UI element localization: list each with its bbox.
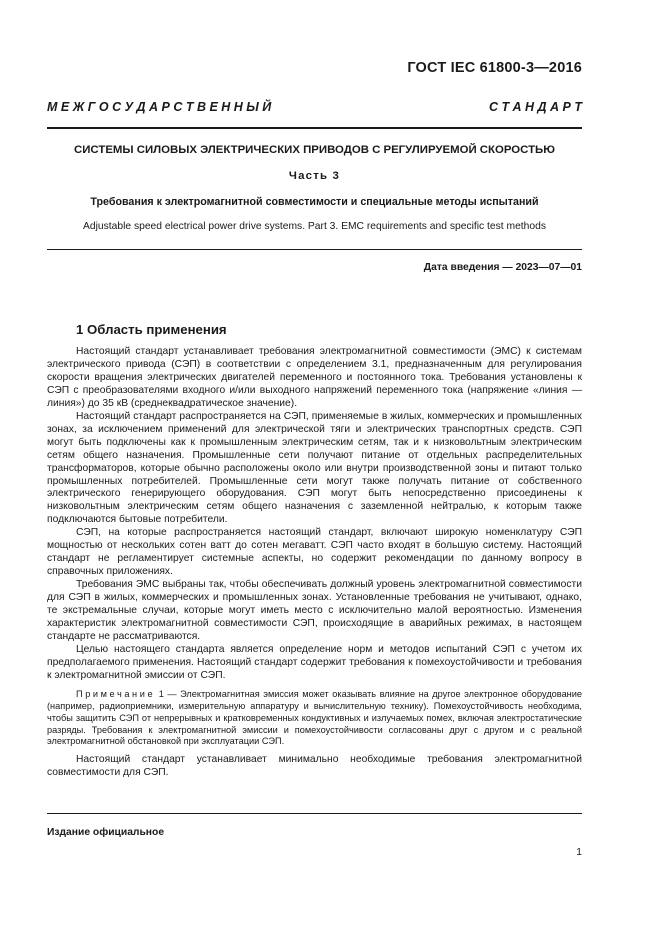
document-subtitle: Требования к электромагнитной совместимости и специальные методы испытаний	[90, 196, 539, 208]
note-label: Примечание	[76, 688, 156, 699]
introduction-date: Дата введения — 2023—07—01	[423, 262, 582, 273]
paragraph-3: СЭП, на которые распространяется настоящий стандарт, включают широкую номенклатуру СЭП мощностью от нескольких сотен ватт до сотен мегаватт. СЭП часто входят в большую систему. Настоящий стандарт не регламентирует системные аспекты, но содержит рекомендации по данному вопросу в справочных приложениях.	[47, 527, 582, 578]
paragraph-2: Настоящий стандарт распространяется на СЭП, применяемые в жилых, коммерческих и промышленных зонах, за исключением применений для электрической тяги и электрических транспортных средств. СЭП могут быть подключены как к промышленным электрическим сетям, так и к низковольтным электрическим сетям общего назначения. Промышленные сети получают питание от отдельных распределительных трансформаторов, которые обычно расположены около или внутри производственной зоны и питают только промышленных потребителей. Промышленные сети могут также получать питание от собственного электрического генерирующего оборудования. СЭП могут быть непосредственно присоединены к низковольтным электрическим сетям общего назначения с заземленной нейтралью, к которым также подключаются бытовые потребители.	[47, 410, 582, 526]
gost-number: ГОСТ IEC 61800-3—2016	[407, 60, 582, 76]
page-number: 1	[576, 847, 582, 858]
banner-interstate: М Е Ж Г О С У Д А Р С Т В Е Н Н Ы Й	[47, 100, 272, 114]
footer-rule	[47, 813, 582, 814]
edition-label: Издание официальное	[47, 827, 165, 838]
document-title: СИСТЕМЫ СИЛОВЫХ ЭЛЕКТРИЧЕСКИХ ПРИВОДОВ С РЕГУЛИРУЕМОЙ СКОРОСТЬЮ	[74, 144, 555, 156]
note-1	[47, 689, 582, 749]
paragraph-final: Настоящий стандарт устанавливает минимально необходимые требования электромагнитной совместимости для СЭП.	[47, 754, 582, 779]
title-rule	[47, 249, 582, 250]
english-title: Adjustable speed electrical power drive systems. Part 3. EMC requirements and specific test methods	[83, 221, 546, 232]
standard-banner	[47, 100, 582, 114]
paragraph-5: Целью настоящего стандарта является определение норм и методов испытаний СЭП с учетом их предполагаемого применения. Настоящий стандарт содержит требования к помехоустойчивости и требования к электромагнитной эмиссии от СЭП.	[47, 643, 582, 681]
section-heading: 1 Область применения	[76, 322, 227, 337]
paragraph-1: Настоящий стандарт устанавливает требования электромагнитной совместимости (ЭМС) к системам электрического привода (СЭП) в соответствии с определением 3.1, предназначенным для регулирования скорости вращения электрических двигателей переменного и постоянного тока. Требования установлены к СЭП с преобразователями входного и/или выходного напряжений переменного тока (напряжение «линия — линия») до 35 кВ (среднеквадратическое значение).	[47, 346, 582, 409]
section-body	[47, 346, 582, 780]
part-label: Часть 3	[288, 170, 341, 182]
banner-standard: С Т А Н Д А Р Т	[488, 100, 582, 114]
note-text: 1 — Электромагнитная эмиссия может оказывать влияние на другое электронное оборудование (например, радиоприемники, измерительную аппаратуру и вычислительную технику). Помехоустойчивость необходима, чтобы защитить СЭП от непрерывных и кратковременных кондуктивных и излучаемых помех, включая электростатические разряды. Требования к электромагнитной эмиссии и помехоустойчивости согласованы друг с другом и с реальной электромагнитной обстановкой при эксплуатации СЭП.	[47, 688, 582, 747]
paragraph-4: Требования ЭМС выбраны так, чтобы обеспечивать должный уровень электромагнитной совместимости для СЭП в жилых, коммерческих и промышленных зонах. Установленные требования не учитывают, однако, те экстремальные случаи, которые могут иметь место с исключительно малой вероятностью. Изменения характеристик электромагнитной совместимости СЭП, происходящие в аварийных режимах, в настоящем стандарте не рассматриваются.	[47, 579, 582, 642]
top-rule	[47, 127, 582, 129]
